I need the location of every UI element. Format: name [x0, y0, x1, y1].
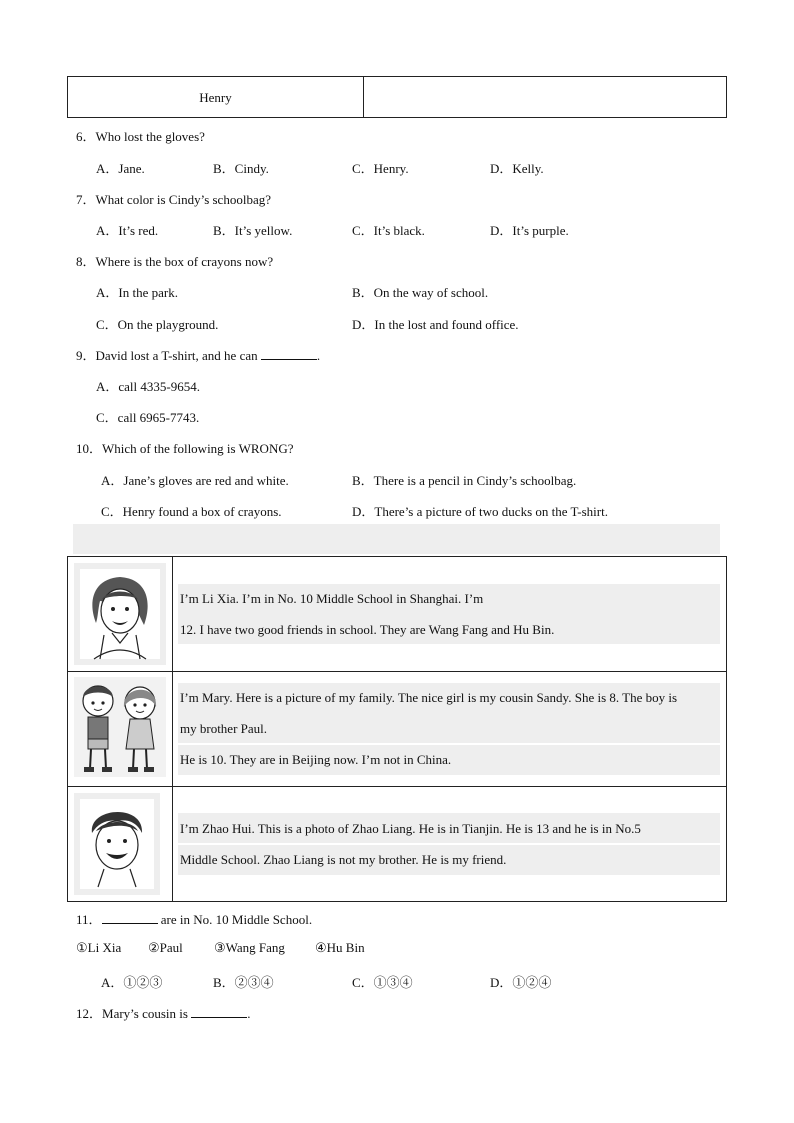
option-11b[interactable]: B．②③④: [213, 975, 274, 990]
option-10b[interactable]: B．There is a pencil in Cindy’s schoolbag.: [352, 473, 577, 488]
question-number: 6．: [76, 129, 96, 144]
boy-portrait-icon: [74, 793, 160, 895]
option-8b[interactable]: B．On the way of school.: [352, 285, 489, 300]
boy-portrait-frame: [74, 793, 160, 895]
question-11: [76, 909, 312, 928]
option-8c[interactable]: C．On the playground.: [96, 317, 219, 332]
table-row-divider: [68, 671, 726, 672]
question-8: [76, 251, 273, 270]
option-6c[interactable]: C．Henry.: [352, 161, 409, 176]
table-cell-name: [67, 76, 364, 118]
table-column-divider: [172, 557, 173, 901]
option-7d[interactable]: D．It’s purple.: [490, 223, 569, 238]
option-11c[interactable]: C．①③④: [352, 975, 413, 990]
passage-1-line-1: I’m Li Xia. I’m in No. 10 Middle School in Shanghai. I’m: [180, 591, 484, 606]
question-text-end: .: [247, 1006, 251, 1021]
option-11a[interactable]: A．①②③: [101, 975, 163, 990]
choice-2: ②Paul: [148, 940, 183, 955]
choice-1: ①Li Xia: [76, 940, 122, 955]
question-number: 10．: [76, 441, 103, 456]
question-12: [76, 1003, 250, 1022]
question-7: [76, 189, 271, 208]
question-text: Mary’s cousin is: [102, 1006, 192, 1021]
question-number: 11．: [76, 912, 102, 927]
passage-table: [67, 556, 727, 902]
question-9: [76, 345, 320, 364]
option-6b[interactable]: B．Cindy.: [213, 161, 269, 176]
passage-2-line-2: my brother Paul.: [180, 721, 268, 736]
section-divider-band: [73, 524, 720, 554]
choice-4: ④Hu Bin: [315, 940, 365, 955]
question-6: [76, 126, 205, 145]
choice-3: ③Wang Fang: [214, 940, 285, 955]
option-7b[interactable]: B．It’s yellow.: [213, 223, 293, 238]
question-text: Who lost the gloves?: [95, 129, 205, 144]
question-number: 8．: [76, 254, 96, 269]
option-6d[interactable]: D．Kelly.: [490, 161, 544, 176]
answer-blank[interactable]: [191, 1005, 247, 1018]
option-8d[interactable]: D．In the lost and found office.: [352, 317, 519, 332]
passage-3-line-1: I’m Zhao Hui. This is a photo of Zhao Liang. He is in Tianjin. He is 13 and he is in No.5: [180, 821, 641, 836]
answer-blank[interactable]: [102, 911, 158, 924]
option-8a[interactable]: A．In the park.: [96, 285, 178, 300]
question-text: are in No. 10 Middle School.: [157, 912, 313, 927]
passage-3-line-2: Middle School. Zhao Liang is not my brother. He is my friend.: [180, 852, 507, 867]
question-10: [76, 438, 294, 457]
option-10d[interactable]: D．There’s a picture of two ducks on the T-shirt.: [352, 504, 608, 519]
question-text: Which of the following is WRONG?: [102, 441, 294, 456]
option-7a[interactable]: A．It’s red.: [96, 223, 159, 238]
table-cell-value: [363, 76, 727, 118]
option-9a[interactable]: A．call 4335-9654.: [96, 379, 200, 394]
girl-portrait-icon: [74, 563, 166, 665]
boy-and-girl-icon: [74, 677, 166, 777]
question-number: 12．: [76, 1006, 103, 1021]
question-text: Where is the box of crayons now?: [95, 254, 274, 269]
question-text: What color is Cindy’s schoolbag?: [95, 192, 271, 207]
option-7c[interactable]: C．It’s black.: [352, 223, 425, 238]
option-11d[interactable]: D．①②④: [490, 975, 552, 990]
table-row-divider: [68, 786, 726, 787]
boy-and-girl-frame: [74, 677, 166, 777]
passage-1-line-2: 12. I have two good friends in school. They are Wang Fang and Hu Bin.: [180, 622, 555, 637]
option-9c[interactable]: C．call 6965-7743.: [96, 410, 200, 425]
cell-name-text: Henry: [199, 90, 232, 105]
passage-2-line-1: I’m Mary. Here is a picture of my family. The nice girl is my cousin Sandy. She is 8. The boy is: [180, 690, 678, 705]
question-text: David lost a T-shirt, and he can: [95, 348, 261, 363]
option-10a[interactable]: A．Jane’s gloves are red and white.: [101, 473, 289, 488]
question-number: 7．: [76, 192, 96, 207]
question-text-end: .: [316, 348, 321, 363]
answer-blank[interactable]: [261, 347, 317, 360]
passage-2-line-3: He is 10. They are in Beijing now. I’m not in China.: [180, 752, 452, 767]
option-10c[interactable]: C．Henry found a box of crayons.: [101, 504, 282, 519]
girl-portrait-frame: [74, 563, 166, 665]
question-number: 9．: [76, 348, 96, 363]
option-6a[interactable]: A．Jane.: [96, 161, 145, 176]
